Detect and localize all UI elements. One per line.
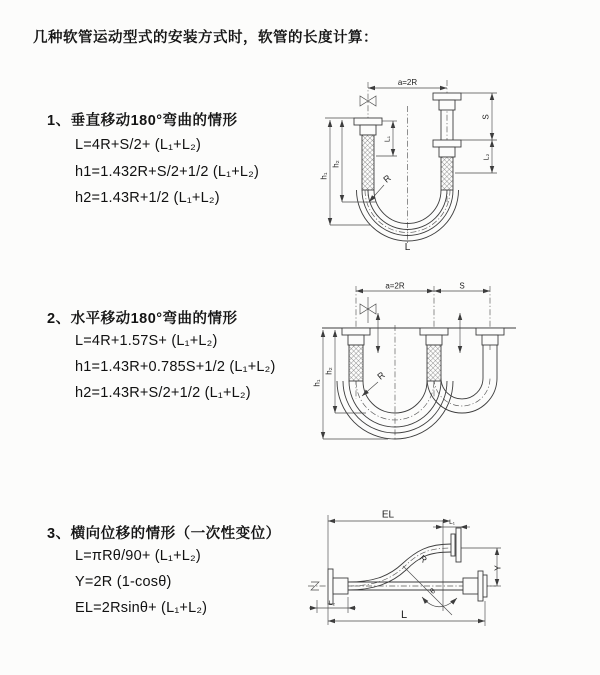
length-label: L — [400, 609, 408, 621]
section-3-heading: 3、横向位移的情形（一次性变位） — [47, 526, 281, 542]
section-2-formula-L: L=4R+1.57S+ (L₁+L₂) — [75, 333, 218, 349]
radius-label: R — [381, 172, 393, 185]
dim-l1 — [376, 121, 397, 156]
radius-callout — [362, 369, 387, 396]
dim-l1-label: L₁ — [384, 135, 392, 143]
angle-theta-label: θ — [428, 586, 437, 596]
dim-a2r — [356, 282, 434, 292]
dim-el — [328, 510, 450, 522]
middle-hose-fitting — [420, 328, 448, 381]
section-3-formula-EL: EL=2Rsinθ+ (L₁+L₂) — [75, 600, 208, 616]
section-2-formula-h2: h2=1.43R+S/2+1/2 (L₁+L₂) — [75, 385, 251, 401]
section-2-heading: 2、水平移动180°弯曲的情形 — [47, 311, 238, 327]
dim-s-label: S — [459, 281, 465, 291]
right-hose-fitting-original — [463, 571, 487, 601]
section-2-formula-h1: h1=1.43R+0.785S+1/2 (L₁+L₂) — [75, 359, 276, 375]
dim-a2r — [368, 78, 447, 88]
dim-l — [328, 601, 485, 626]
hose-u-bend-shifted — [427, 378, 497, 413]
dim-s-label: S — [481, 114, 491, 120]
radius-label: R — [375, 369, 387, 382]
dim-a2r-label: a=2R — [385, 281, 405, 291]
dim-s — [434, 282, 490, 292]
dim-l1-label: L₁ — [449, 519, 455, 526]
dim-l2-label: L₂ — [328, 600, 336, 607]
dim-h2-label: h₂ — [331, 160, 341, 168]
upper-flange-displaced — [451, 528, 461, 562]
section-3-formula-L: L=πRθ/90+ (L₁+L₂) — [75, 548, 201, 564]
diagram-vertical-180-bend — [305, 68, 600, 263]
diagram-horizontal-180-bend — [308, 281, 600, 466]
dim-l1 — [433, 519, 470, 527]
dim-l2-label: L₂ — [483, 153, 491, 161]
dim-el-label: EL — [381, 509, 395, 521]
angle-theta — [422, 586, 457, 607]
centerlines — [365, 80, 450, 244]
dim-l2 — [309, 597, 356, 613]
dim-h2-label: h₂ — [324, 367, 334, 375]
section-1-formula-h1: h1=1.432R+S/2+1/2 (L₁+L₂) — [75, 164, 260, 180]
dim-h1-label: h₁ — [312, 379, 322, 387]
dim-s — [461, 93, 497, 140]
section-1-heading: 1、垂直移动180°弯曲的情形 — [47, 113, 238, 129]
dim-h1-label: h₁ — [319, 172, 329, 180]
left-hose-fitting — [328, 569, 348, 604]
left-hose-fitting — [342, 328, 370, 381]
section-3-formula-Y: Y=2R (1-cosθ) — [75, 574, 172, 590]
left-hose-fitting — [354, 118, 382, 190]
diagram-lateral-displacement — [300, 501, 600, 655]
hose-displaced-position — [348, 544, 451, 590]
section-1-formula-L: L=4R+S/2+ (L₁+L₂) — [75, 137, 201, 153]
page-title: 几种软管运动型式的安装方式时，软管的长度计算： — [33, 30, 378, 46]
right-hose-fitting-shifted — [476, 328, 504, 378]
dim-a2r-label: a=2R — [397, 78, 418, 87]
section-1-formula-h2: h2=1.43R+1/2 (L₁+L₂) — [75, 190, 220, 206]
length-label: L — [404, 242, 411, 253]
radius-label: R — [417, 553, 429, 565]
right-hose-fitting — [433, 93, 461, 190]
dim-y-label: Y — [492, 565, 503, 571]
